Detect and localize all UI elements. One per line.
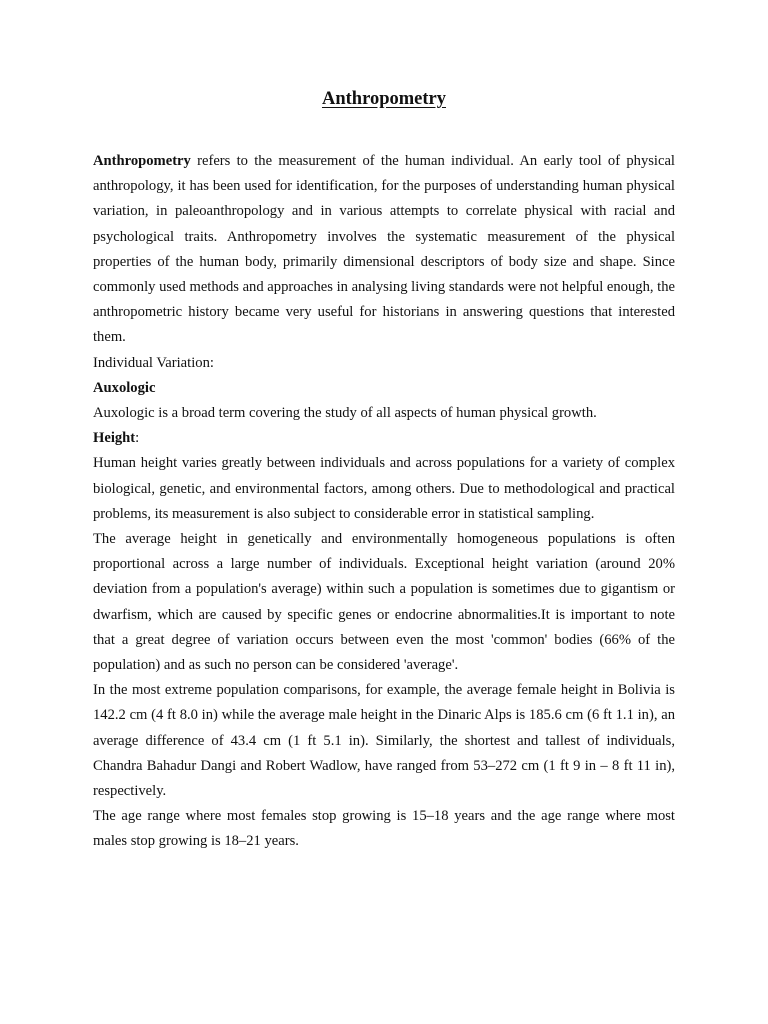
height-heading-line [93,426,675,451]
height-paragraph-3: In the most extreme population comparisons, for example, the average female height in Bolivia is 142.2 cm (4 ft 8.0 in) while the average male height in the Dinaric Alps is 185.6 cm (6 ft 1.1 in), an average difference of 43.4 cm (1 ft 5.1 in). Similarly, the shortest and tallest of individuals, Chandra Bahadur Dangi and Robert Wadlow, have ranged from 53–272 cm (1 ft 9 in – 8 ft 11 in), respectively. [93,682,675,800]
height-paragraph-4: The age range where most females stop growing is 15–18 years and the age range where most males stop growing is 18–21 years. [93,808,675,850]
height-heading: Height [93,430,136,447]
intro-text: refers to the measurement of the human individual. An early tool of physical anthropology, it has been used for identification, for the purposes of understanding human physical variation, in paleoanthropology and in various attempts to correlate physical with racial and psychological traits. Anthropometry involves the systematic measurement of the physical properties of the human body, primarily dimensional descriptors of body size and shape. Since commonly used methods and approaches in analysing living standards were not helpful enough, the anthropometric history became very useful for historians in answering questions that interested them. [93,153,675,346]
intro-paragraph [93,149,675,351]
auxologic-paragraph: Auxologic is a broad term covering the study of all aspects of human physical growth. [93,405,597,422]
height-paragraph-2: The average height in genetically and environmentally homogeneous populations is often proportional across a large number of individuals. Exceptional height variation (around 20% deviation from a population's average) within such a population is sometimes due to gigantism or dwarfism, which are caused by specific genes or endocrine abnormalities.It is important to note that a great degree of variation occurs between even the most 'common' bodies (66% of the population) and as such no person can be considered 'average'. [93,531,675,674]
intro-term: Anthropometry [93,153,191,169]
individual-variation-label: Individual Variation: [93,354,214,371]
document-body [93,149,675,855]
height-paragraph-1: Human height varies greatly between individuals and across populations for a variety of complex biological, genetic, and environmental factors, among others. Due to methodological and practical problems, its measurement is also subject to considerable error in statistical sampling. [93,455,675,522]
document-title: Anthropometry [321,89,446,109]
height-heading-colon: : [135,430,140,447]
auxologic-heading: Auxologic [93,379,156,396]
